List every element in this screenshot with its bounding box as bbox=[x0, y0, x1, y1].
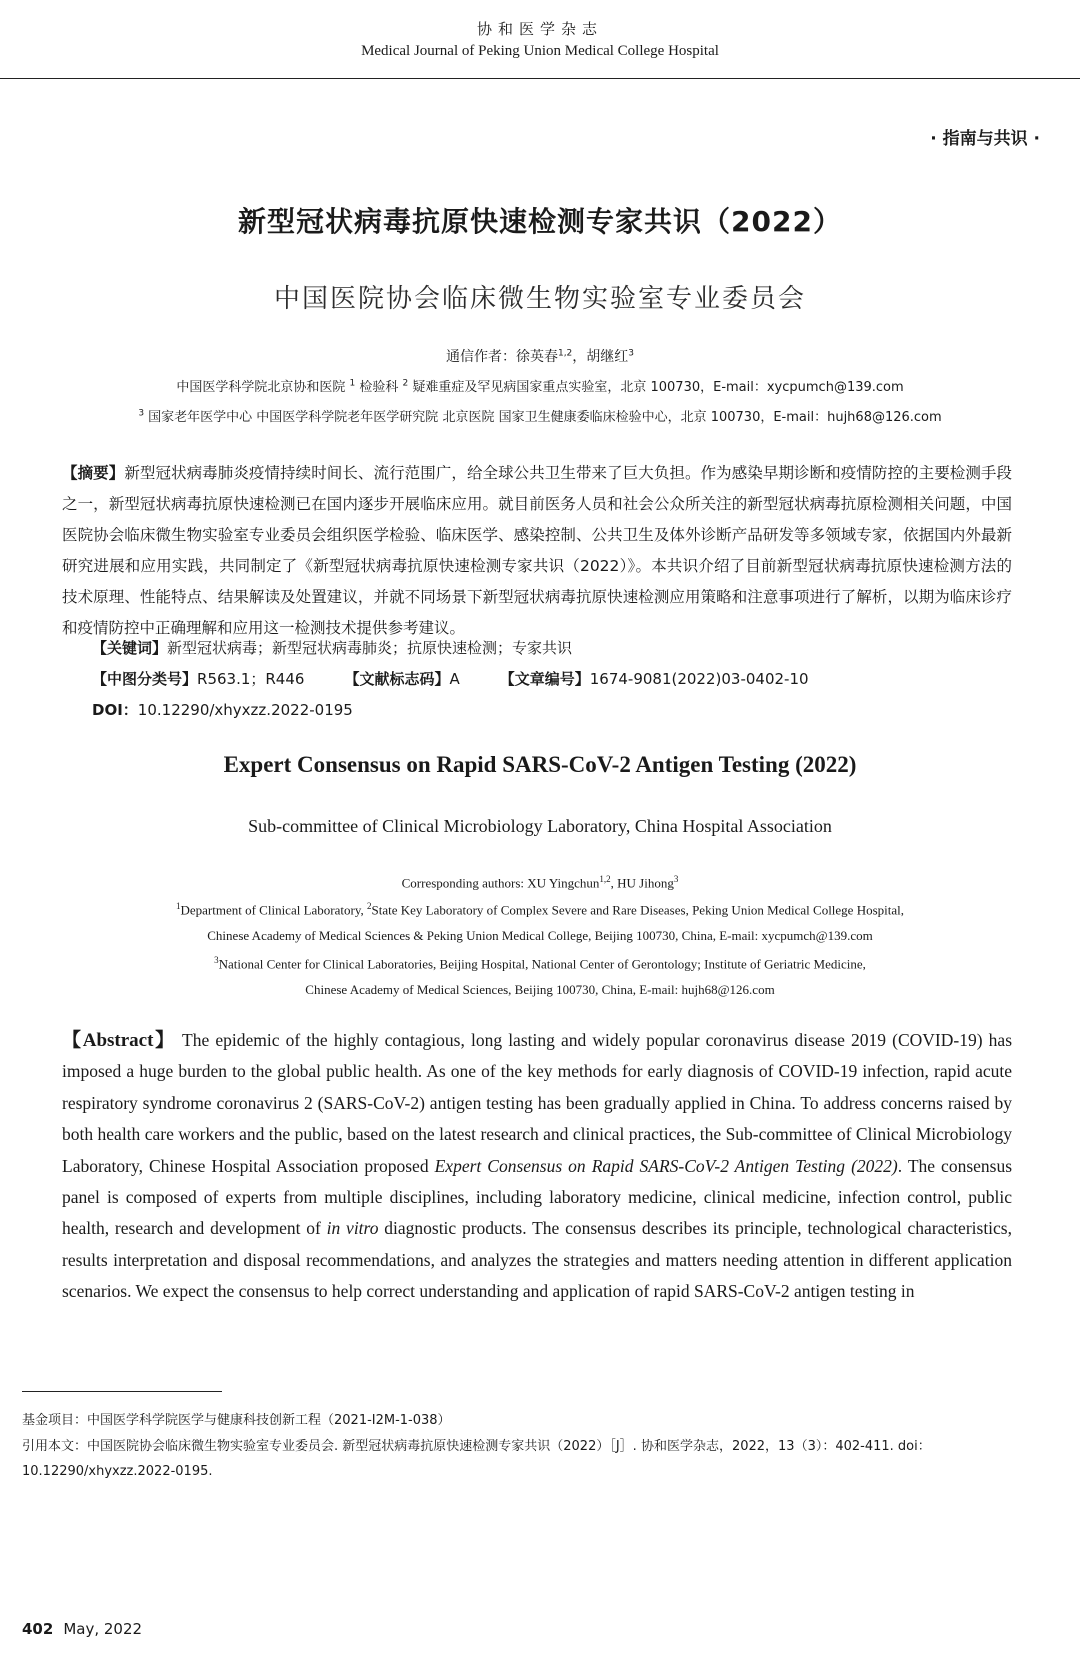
author-group-cn: 中国医院协会临床微生物实验室专业委员会 bbox=[273, 284, 806, 314]
corr-mid: ，胡继红 bbox=[572, 349, 629, 365]
aff-sup: 3 bbox=[214, 955, 219, 965]
keywords-text: 新型冠状病毒；新型冠状病毒肺炎；抗原快速检测；专家共识 bbox=[167, 639, 573, 657]
classification-line bbox=[92, 668, 809, 689]
clc-value: R563.1；R446 bbox=[197, 670, 305, 688]
doi-line bbox=[92, 699, 353, 720]
abstract-en-label: 【Abstract】 bbox=[62, 1030, 176, 1051]
abstract-en-text: diagnostic products. The consensus describes its principle, technological characteristics, results interpretation and disposal recommendations, and analyzes the strategies and matters needing attention in different application scenarios. We expect the consensus to help correct understanding and application of rapid SARS-CoV-2 antigen testing in bbox=[62, 1218, 1012, 1302]
article-no-value: 1674-9081(2022)03-0402-10 bbox=[589, 670, 809, 688]
aff-text: 检验科 bbox=[355, 380, 403, 395]
aff-sup: 2 bbox=[367, 901, 372, 911]
aff-text: State Key Laboratory of Complex Severe and Rare Diseases, Peking Union Medical College Hospital, bbox=[371, 902, 905, 918]
doi-value: 10.12290/xhyxzz.2022-0195 bbox=[137, 701, 353, 719]
abstract-en bbox=[62, 1025, 1012, 1308]
running-head bbox=[0, 18, 1080, 60]
footnote-rule bbox=[22, 1391, 222, 1392]
affiliation-en-2: Chinese Academy of Medical Sciences & Peking Union Medical College, Beijing 100730, China, E-mail: xycpumch@139.com bbox=[207, 928, 873, 943]
affiliation-en-1 bbox=[0, 901, 1080, 918]
aff-sup: 1 bbox=[175, 901, 181, 911]
abstract-en-text: . The consensus panel is composed of experts from multiple disciplines, including laboratory medicine, clinical medicine, infection control, public health, research and development of bbox=[62, 1155, 1013, 1239]
issue-date: May, 2022 bbox=[63, 1620, 143, 1638]
column-label: · 指南与共识 · bbox=[930, 129, 1040, 149]
affiliation-en-4: Chinese Academy of Medical Sciences, Beijing 100730, China, E-mail: hujh68@126.com bbox=[305, 982, 775, 997]
doc-code-label: 【文献标志码】 bbox=[344, 670, 450, 688]
doc-code-value: A bbox=[449, 670, 460, 688]
affiliation-cn-1 bbox=[0, 376, 1080, 395]
abstract-cn-label: 【摘要】 bbox=[62, 464, 125, 482]
article-no-label: 【文章编号】 bbox=[499, 670, 590, 688]
affiliation-cn-2 bbox=[0, 406, 1080, 425]
keywords-label: 【关键词】 bbox=[92, 639, 168, 657]
clc-label: 【中图分类号】 bbox=[92, 670, 198, 688]
corr-sup-2: 3 bbox=[628, 348, 635, 359]
abstract-cn-text: 新型冠状病毒肺炎疫情持续时间长、流行范围广，给全球公共卫生带来了巨大负担。作为感染早期诊断和疫情防控的主要检测手段之一，新型冠状病毒抗原快速检测已在国内逐步开展临床应用。就目前医务人员和社会公众所关注的新型冠状病毒抗原检测相关问题，中国医院协会临床微生物实验室专业委员会组织医学检验、临床医学、感染控制、公共卫生及体外诊断产品研发等多领域专家，依据国内外最新研究进展和应用实践，共同制定了《新型冠状病毒抗原快速检测专家共识（2022）》。本共识介绍了目前新型冠状病毒抗原快速检测方法的技术原理、性能特点、结果解读及处置建议，并就不同场景下新型冠状病毒抗原快速检测应用策略和注意事项进行了解析，以期为临床诊疗和疫情防控中正确理解和应用这一检测技术提供参考建议。 bbox=[62, 464, 1012, 637]
article-title-cn: 新型冠状病毒抗原快速检测专家共识（2022） bbox=[238, 205, 842, 238]
keywords bbox=[92, 637, 572, 658]
journal-name-en: Medical Journal of Peking Union Medical College Hospital bbox=[361, 43, 719, 59]
abstract-en-text: The epidemic of the highly contagious, long lasting and widely popular coronavirus disease 2019 (COVID-19) has imposed a huge burden to the global public health. As one of the key methods for early diagnosis of COVID-19 infection, rapid acute respiratory syndrome coronavirus 2 (SARS-CoV-2) antigen testing has been gradually applied in China. To address concerns raised by both health care workers and the public, based on the latest research and clinical practices, the Sub-committee of Clinical Microbiology Laboratory, Chinese Hospital Association proposed bbox=[62, 1030, 1013, 1176]
corresponding-authors-cn bbox=[0, 346, 1080, 366]
aff-text: 中国医学科学院北京协和医院 bbox=[176, 380, 350, 395]
aff-sup: 1 bbox=[349, 378, 356, 389]
doi-label: DOI： bbox=[92, 701, 138, 719]
footnote-citation: 引用本文：中国医院协会临床微生物实验室专业委员会. 新型冠状病毒抗原快速检测专家共识（2022）［J］. 协和医学杂志，2022，13（3）：402-411. doi：10.12290/xhyxzz.2022-0195. bbox=[22, 1439, 931, 1479]
aff-text: 疑难重症及罕见病国家重点实验室，北京 100730，E-mail：xycpumch@139.com bbox=[408, 380, 904, 395]
corr-prefix: 通信作者：徐英春 bbox=[445, 349, 558, 365]
corresponding-authors-en bbox=[0, 874, 1080, 891]
page-number: 402 bbox=[22, 1620, 54, 1638]
author-group-en: Sub-committee of Clinical Microbiology Laboratory, China Hospital Association bbox=[248, 816, 832, 836]
aff-text: Department of Clinical Laboratory, bbox=[180, 902, 367, 918]
corr-sup-2: 3 bbox=[673, 874, 679, 884]
aff-sup: 2 bbox=[402, 378, 409, 389]
corr-mid: , HU Jihong bbox=[610, 875, 674, 891]
corr-sup-1: 1,2 bbox=[557, 348, 573, 359]
article-title-en: Expert Consensus on Rapid SARS-CoV-2 Antigen Testing (2022) bbox=[223, 752, 857, 777]
journal-name-cn: 协和医学杂志 bbox=[476, 20, 603, 38]
aff-text: National Center for Clinical Laboratories, Beijing Hospital, National Center of Gerontology; Institute of Geriatric Medicine, bbox=[218, 956, 866, 972]
affiliation-en-3 bbox=[0, 955, 1080, 972]
header-rule bbox=[0, 78, 1080, 79]
page-footer bbox=[22, 1620, 142, 1638]
footnote-funding: 基金项目：中国医学科学院医学与健康科技创新工程（2021-I2M-1-038） bbox=[22, 1413, 451, 1428]
aff-sup: 3 bbox=[138, 408, 145, 419]
corr-prefix: Corresponding authors: XU Yingchun bbox=[401, 875, 600, 891]
corr-sup-1: 1,2 bbox=[599, 874, 611, 884]
abstract-en-italic: Expert Consensus on Rapid SARS-CoV-2 Antigen Testing (2022) bbox=[434, 1155, 898, 1176]
aff-text: 国家老年医学中心 中国医学科学院老年医学研究院 北京医院 国家卫生健康委临床检验中心，北京 100730，E-mail：hujh68@126.com bbox=[144, 410, 942, 425]
abstract-cn bbox=[62, 458, 1012, 644]
abstract-en-italic: in vitro bbox=[326, 1218, 379, 1239]
